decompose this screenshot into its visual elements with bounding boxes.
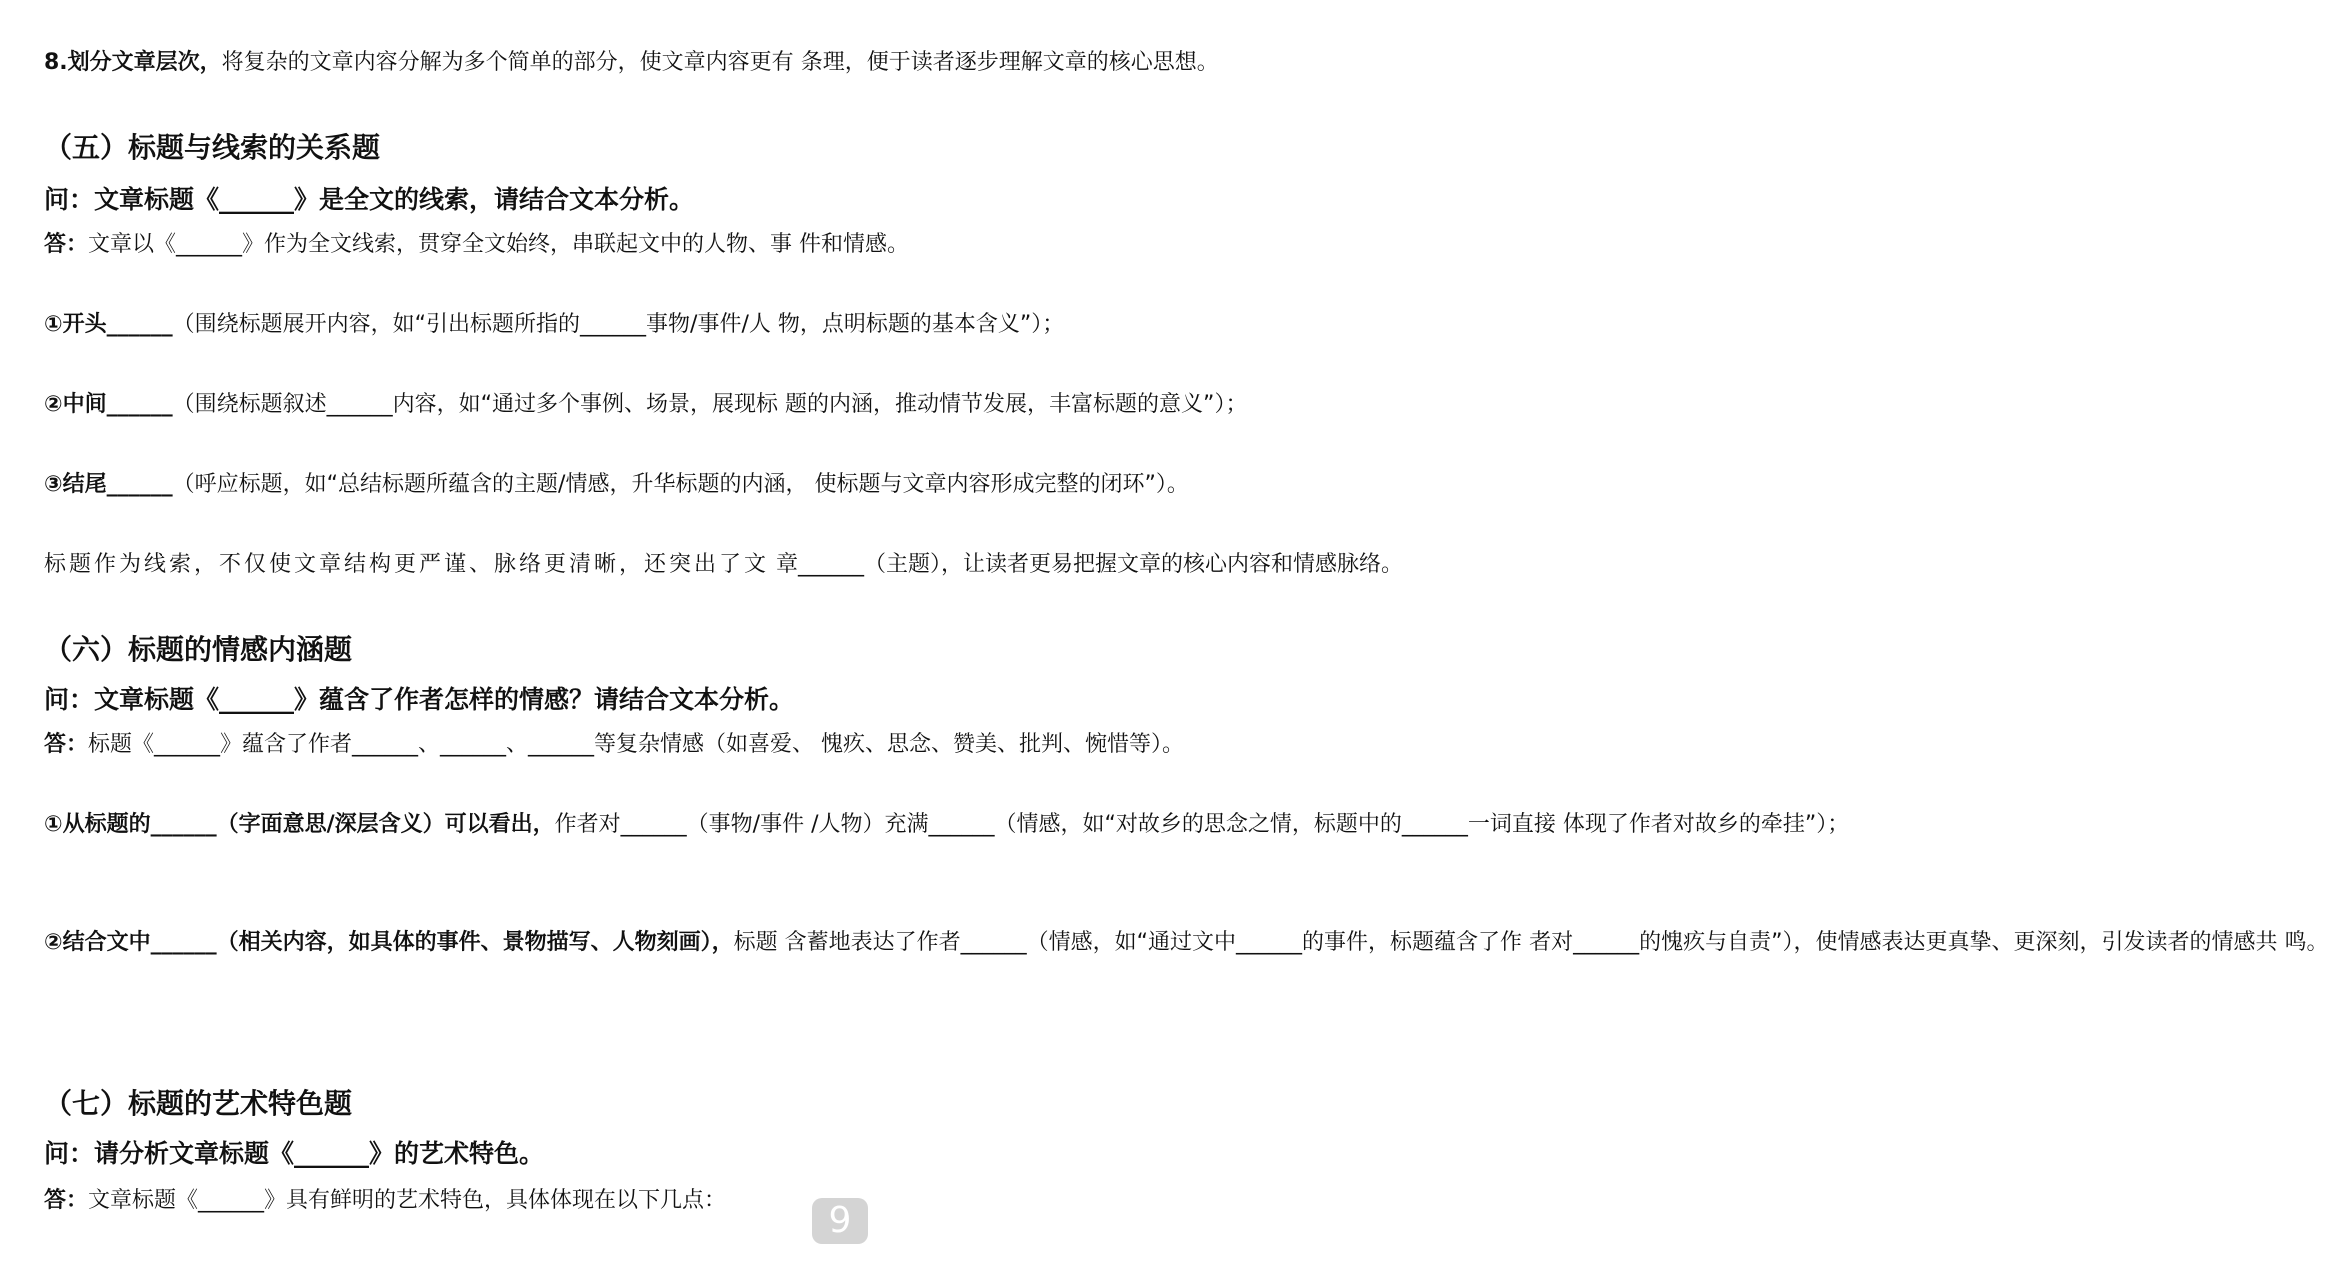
section-7-question: 问：请分析文章标题《______》的艺术特色。	[44, 1139, 545, 1168]
point-8-text-2: 条理，便于读者逐步理解文章的核心思想。	[800, 50, 1219, 75]
section-7-heading: （七）标题的艺术特色题	[44, 1087, 353, 1120]
answer-label: 答：	[44, 232, 89, 257]
section-6-item-2: ②结合文中______（相关内容，如具体的事件、景物描写、人物刻画），标题 含蓄地表达了作者______（情感，如“通过文中______的事件，标题蕴含了作 者对______的愧疚与自责”），使情感表达更真挚、更深刻，引发读者的情感共 鸣。	[44, 930, 2328, 955]
section-6-question: 问：文章标题《______》蕴含了作者怎样的情感？请结合文本分析。	[44, 685, 795, 714]
section-5-question: 问：文章标题《______》是全文的线索，请结合文本分析。	[44, 185, 695, 214]
section-5-item-1: ①开头______（围绕标题展开内容，如“引出标题所指的______事物/事件/人 物，点明标题的基本含义”）；	[44, 312, 1065, 337]
point-8-title: 8.划分文章层次，	[44, 50, 222, 75]
section-5-item-3: ③结尾______（呼应标题，如“总结标题所蕴含的主题/情感，升华标题的内涵， 使标题与文章内容形成完整的闭环”）。	[44, 472, 1189, 497]
section-7-answer: 答：文章标题《______》具有鲜明的艺术特色，具体体现在以下几点：	[44, 1188, 727, 1213]
page-number-badge: 9	[812, 1198, 868, 1244]
point-8-text: 将复杂的文章内容分解为多个简单的部分，使文章内容更有	[221, 50, 794, 75]
section-6-heading: （六）标题的情感内涵题	[44, 633, 353, 666]
section-6-answer: 答：标题《______》蕴含了作者______、______、______等复杂情感（如喜爱、 愧疚、思念、赞美、批判、惋惜等）。	[44, 732, 1185, 757]
section-5-heading: （五）标题与线索的关系题	[44, 131, 381, 164]
section-5-item-2: ②中间______（围绕标题叙述______内容，如“通过多个事例、场景，展现标 题的内涵，推动情节发展，丰富标题的意义”）；	[44, 392, 1248, 417]
section-5-summary: 标题作为线索，不仅使文章结构更严谨、脉络更清晰，还突出了文 章______（主题），让读者更易把握文章的核心内容和情感脉络。	[44, 552, 1404, 577]
section-5-answer: 答：文章以《______》作为全文线索，贯穿全文始终，串联起文中的人物、事 件和情感。	[44, 232, 910, 257]
section-6-item-1: ①从标题的______（字面意思/深层含义）可以看出，作者对______（事物/事件 /人物）充满______（情感，如“对故乡的思念之情，标题中的______一词直接 体现了作者对故乡的牵挂”）；	[44, 812, 1850, 837]
point-8-paragraph	[44, 44, 1219, 82]
